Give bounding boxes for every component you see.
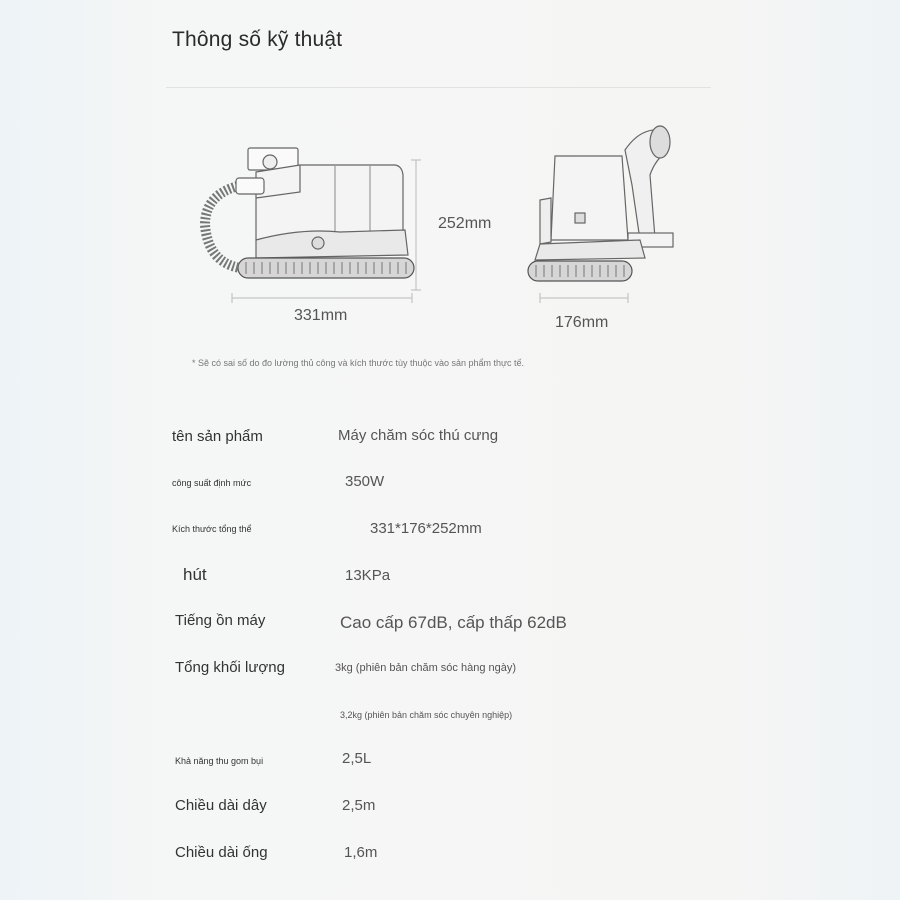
spec-value-total-weight: 3kg (phiên bản chăm sóc hàng ngày): [335, 662, 517, 674]
spec-value-product-name: Máy chăm sóc thú cưng: [338, 427, 499, 444]
spec-value-total-weight-pro: 3,2kg (phiên bản chăm sóc chuyên nghiệp): [340, 710, 513, 720]
spec-label-suction: hút: [183, 565, 207, 584]
spec-label-overall-size: Kích thước tổng thể: [172, 524, 252, 534]
spec-label-rated-power: công suất định mức: [172, 478, 252, 488]
spec-label-total-weight: Tổng khối lượng: [175, 659, 285, 676]
measurement-note: * Sẽ có sai số do đo lường thủ công và kích thước tùy thuộc vào sản phẩm thực tế.: [192, 358, 525, 368]
spec-value-noise: Cao cấp 67dB, cấp thấp 62dB: [340, 613, 567, 632]
page-title: Thông số kỹ thuật: [172, 28, 343, 51]
spec-value-cord-length: 2,5m: [342, 797, 376, 814]
spec-label-product-name: tên sản phẩm: [172, 428, 263, 445]
spec-value-dust-capacity: 2,5L: [342, 750, 372, 767]
side-view-illustration: [205, 148, 414, 278]
spec-label-noise: Tiếng ồn máy: [175, 612, 266, 629]
front-view-illustration: [528, 126, 673, 281]
spec-value-overall-size: 331*176*252mm: [370, 520, 482, 537]
product-dimension-drawing: [0, 0, 900, 340]
width-dimension-label: 176mm: [555, 314, 609, 331]
spec-value-hose-length: 1,6m: [344, 844, 378, 861]
spec-value-rated-power: 350W: [345, 473, 385, 490]
spec-label-cord-length: Chiều dài dây: [175, 797, 267, 814]
spec-value-suction: 13KPa: [345, 567, 391, 584]
length-dimension-label: 331mm: [294, 307, 348, 324]
height-dimension-label: 252mm: [438, 215, 492, 232]
spec-label-hose-length: Chiều dài ống: [175, 844, 268, 861]
spec-label-dust-capacity: Khả năng thu gom bụi: [175, 756, 264, 766]
